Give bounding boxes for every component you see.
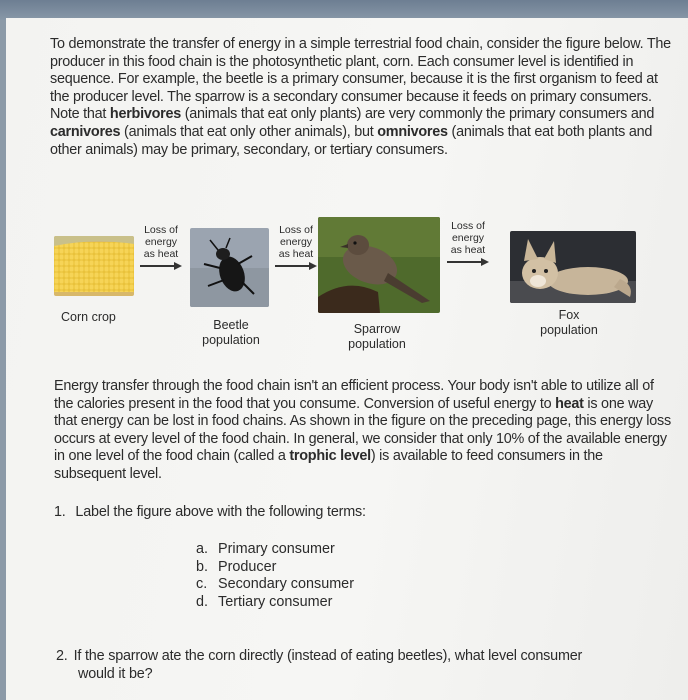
question-2 [56, 648, 676, 683]
corn-image [54, 236, 134, 296]
arrow-label-line: Loss of [279, 224, 313, 236]
option-item [196, 576, 354, 594]
arrow-label-line: as heat [143, 248, 179, 260]
option-letter: c. [196, 576, 208, 593]
worksheet-page [6, 18, 688, 700]
option-letter: b. [196, 558, 209, 575]
beetle-image [190, 228, 269, 307]
caption-beetle-line-2: population [202, 333, 260, 347]
energy-loss-arrow-2 [271, 224, 321, 271]
arrow-label-line: Loss of [144, 224, 178, 236]
energy-loss-arrow-3 [443, 220, 493, 267]
option-text: Producer [218, 558, 277, 575]
term-trophic-level: trophic level [289, 448, 371, 465]
caption-fox-line-1: Fox [558, 308, 580, 322]
question-1 [54, 504, 366, 522]
intro-paragraph [50, 36, 672, 159]
fox-image [510, 231, 636, 303]
question-1-text: Label the figure above with the following terms: [75, 504, 366, 520]
para-text-3: ) is available to feed consumers in the subsequent level. [54, 448, 603, 482]
term-carnivores: carnivores [50, 123, 121, 140]
right-arrow-icon [445, 257, 491, 267]
energy-transfer-paragraph [54, 378, 674, 484]
intro-text-4: (animals that eat both plants and other animals) may be primary, secondary, or tertiary consumers. [50, 123, 653, 158]
arrow-label-line: energy [144, 236, 178, 248]
option-text: Secondary consumer [218, 576, 354, 593]
right-arrow-icon [273, 261, 319, 271]
question-2-line-1: If the sparrow ate the corn directly (instead of eating beetles), what level consumer [73, 648, 583, 664]
caption-corn [61, 310, 141, 325]
intro-text-2: (animals that eat only plants) are very commonly the primary consumers and [181, 106, 655, 123]
arrow-label-line: energy [279, 236, 313, 248]
window-top-bar [0, 0, 688, 20]
caption-sparrow-line-2: population [348, 337, 406, 351]
option-letter: a. [196, 541, 209, 557]
caption-fox [524, 308, 614, 338]
option-item [196, 594, 354, 612]
term-heat: heat [555, 395, 584, 412]
arrow-label-line: as heat [278, 248, 314, 260]
caption-beetle-line-1: Beetle [213, 318, 249, 332]
term-herbivores: herbivores [109, 106, 181, 123]
option-letter: d. [196, 593, 209, 610]
caption-fox-line-2: population [540, 323, 598, 337]
energy-loss-arrow-1 [136, 224, 186, 271]
option-text: Primary consumer [218, 541, 335, 557]
intro-text-1: To demonstrate the transfer of energy in a simple terrestrial food chain, consider the figure below. The producer in this food chain is the photosynthetic plant, corn. Each consumer level is identified in sequence. For example, the beetle is a primary consumer, because it is the first organism to feed at the producer level. The sparrow is a secondary consumer because it feeds on primary consumers. Note that [50, 36, 671, 123]
question-2-number: 2. [56, 648, 68, 664]
arrow-label-line: energy [451, 232, 485, 244]
para-text-2: is one way that energy can be lost in food chains. As shown in the figure on the preceding page, this energy loss occurs at every level of the food chain. In general, we consider that only 10% of the available energy in one level of the food chain (called a [54, 395, 671, 465]
option-item [196, 559, 354, 577]
intro-text-3: (animals that eat only other animals), but [120, 123, 378, 140]
right-arrow-icon [138, 261, 184, 271]
caption-corn-text: Corn crop [61, 310, 116, 324]
arrow-label-line: as heat [450, 244, 486, 256]
sparrow-image [318, 217, 440, 313]
caption-beetle [186, 318, 276, 348]
question-1-number: 1. [54, 504, 66, 520]
term-omnivores: omnivores [377, 123, 448, 140]
para-text-1: Energy transfer through the food chain isn't an efficient process. Your body isn't able to utilize all of the calories present in the food that you consume. Conversion of useful energy to [54, 378, 654, 412]
question-1-options [196, 541, 354, 611]
option-item [196, 541, 354, 559]
arrow-label-line: Loss of [451, 220, 485, 232]
caption-sparrow [332, 322, 422, 352]
caption-sparrow-line-1: Sparrow [353, 322, 401, 336]
option-text: Tertiary consumer [218, 593, 333, 610]
question-2-line-2: would it be? [78, 665, 153, 682]
